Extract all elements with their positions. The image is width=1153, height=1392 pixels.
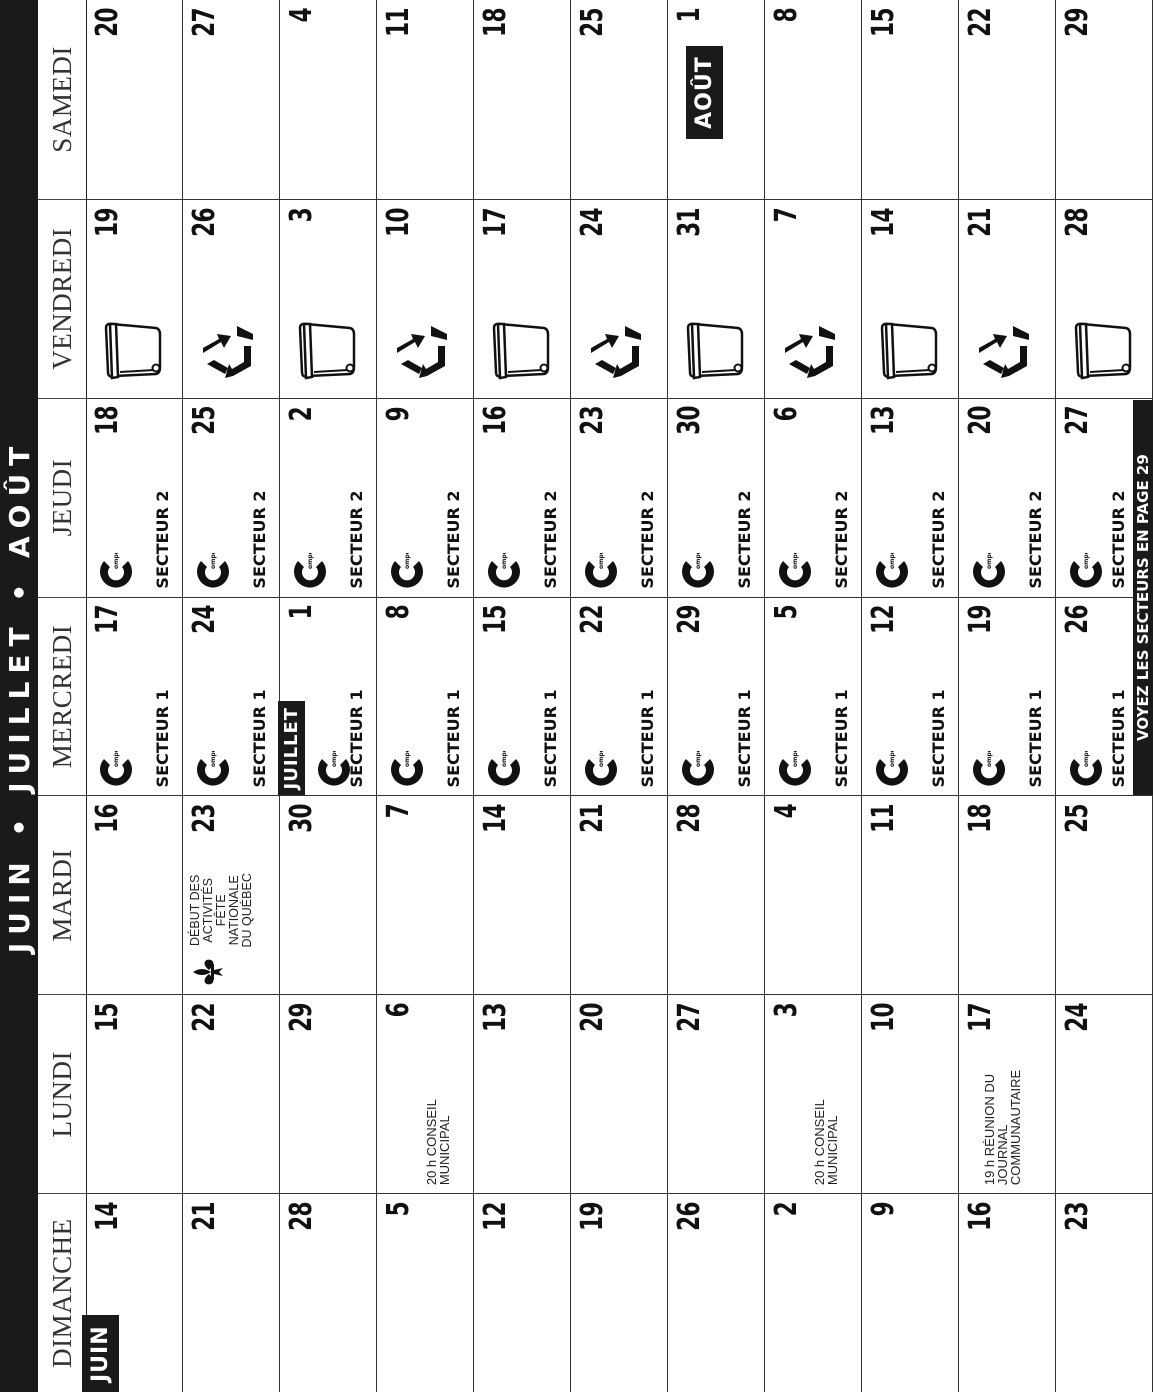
weekday-saturday: SAMEDI: [46, 46, 77, 153]
compost-logo-icon: [872, 751, 912, 787]
day-cell: [280, 994, 377, 1193]
day-number: 28: [284, 1202, 319, 1231]
compost-logo-icon: [96, 751, 136, 787]
day-number: 5: [769, 605, 804, 620]
sector-1-label: SECTEUR 1: [444, 689, 463, 788]
day-number: 19: [90, 207, 125, 237]
day-number: 22: [575, 605, 610, 635]
day-number: 30: [672, 406, 707, 436]
day-number: 19: [575, 1202, 610, 1231]
day-number: 29: [284, 1003, 319, 1032]
day-number: 4: [769, 804, 804, 819]
svg-text:ompost: ompost: [501, 751, 508, 768]
day-number: 3: [284, 207, 319, 223]
day-cell: [959, 398, 1056, 597]
day-cell: [765, 597, 862, 796]
trash-bin-icon: [100, 316, 166, 386]
day-cell: [474, 0, 571, 199]
day-number: 21: [187, 1202, 222, 1231]
day-cell: [280, 0, 377, 199]
day-cell: [86, 398, 183, 597]
recycle-icon: [779, 316, 845, 386]
svg-text:ompost: ompost: [986, 552, 993, 569]
day-cell: [862, 795, 959, 994]
day-number: 24: [187, 605, 222, 635]
compost-logo-icon: [484, 751, 524, 787]
sector-2-label: SECTEUR 2: [347, 490, 366, 589]
day-number: 25: [187, 406, 222, 436]
trash-bin-icon: [682, 316, 748, 386]
day-number: 23: [1060, 1202, 1095, 1231]
day-number: 26: [187, 207, 222, 237]
day-cell: [280, 795, 377, 994]
svg-text:ompost: ompost: [889, 552, 896, 569]
day-cell: [862, 597, 959, 796]
compost-logo-icon: [96, 553, 136, 589]
day-cell: [571, 994, 668, 1193]
day-cell: [280, 398, 377, 597]
day-number: 29: [1060, 8, 1095, 37]
calendar-title: JUIN • JUILLET • AOÛT: [0, 0, 38, 1392]
day-number: 7: [381, 804, 416, 819]
weekday-monday: LUNDI: [38, 994, 86, 1193]
day-number: 3: [769, 1003, 804, 1018]
day-number: 25: [575, 8, 610, 37]
weekday-tuesday: MARDI: [38, 795, 86, 994]
day-cell: [862, 0, 959, 199]
compost-logo-icon: [775, 751, 815, 787]
day-number: 24: [575, 207, 610, 237]
day-number: 10: [381, 207, 416, 237]
day-number: 26: [1060, 605, 1095, 635]
event-note-journal: 19 h RÉUNION DU JOURNAL COMMUNAUTAIRE: [982, 1069, 1023, 1186]
day-cell: [1056, 994, 1153, 1193]
day-cell: [862, 398, 959, 597]
sector-2-label: SECTEUR 2: [250, 490, 269, 589]
compost-logo-icon: [484, 553, 524, 589]
day-cell: [280, 1193, 377, 1392]
day-cell: [668, 1193, 765, 1392]
compost-logo-icon: [1066, 553, 1106, 589]
day-number: 21: [575, 804, 610, 834]
compost-logo-icon: [581, 553, 621, 589]
compost-logo-icon: [969, 553, 1009, 589]
sector-2-label: SECTEUR 2: [444, 490, 463, 589]
day-cell: [765, 199, 862, 398]
day-cell: [862, 994, 959, 1193]
day-number: 16: [963, 1202, 998, 1231]
recycle-icon: [585, 316, 651, 386]
day-cell: [280, 597, 377, 796]
sector-2-label: SECTEUR 2: [638, 490, 657, 589]
day-cell: [668, 398, 765, 597]
svg-text:ompost: ompost: [307, 552, 314, 569]
day-cell: [668, 597, 765, 796]
day-cell: [377, 1193, 474, 1392]
day-number: 28: [672, 804, 707, 834]
day-number: 6: [769, 406, 804, 422]
recycle-icon: [973, 316, 1039, 386]
day-number: 23: [187, 804, 222, 834]
day-cell: [959, 1193, 1056, 1392]
month-tab-aout: AOÛT: [686, 46, 723, 139]
day-cell: [183, 597, 280, 796]
day-cell: [86, 199, 183, 398]
day-cell: [183, 199, 280, 398]
day-cell: [1056, 199, 1153, 398]
day-number: 13: [866, 406, 901, 436]
day-number: 29: [672, 605, 707, 635]
trash-bin-icon: [488, 316, 554, 386]
day-cell: [377, 795, 474, 994]
compost-logo-icon: [1066, 751, 1106, 787]
day-number: 30: [284, 804, 319, 834]
day-number: 9: [381, 406, 416, 422]
day-cell: [474, 199, 571, 398]
month-tab-juillet: JUILLET: [278, 701, 305, 796]
day-cell: [765, 1193, 862, 1392]
day-number: 2: [769, 1202, 804, 1217]
day-number: 18: [90, 406, 125, 436]
sector-2-label: SECTEUR 2: [929, 490, 948, 589]
svg-text:ompost: ompost: [695, 751, 702, 768]
day-cell: [571, 1193, 668, 1392]
compost-logo-icon: [872, 553, 912, 589]
compost-logo-icon: [678, 553, 718, 589]
day-cell: [668, 0, 765, 199]
day-cell: [668, 795, 765, 994]
svg-text:ompost: ompost: [1083, 552, 1090, 569]
day-cell: [377, 398, 474, 597]
svg-text:ompost: ompost: [598, 552, 605, 569]
day-cell: [474, 597, 571, 796]
day-cell: [959, 0, 1056, 199]
day-cell: [474, 795, 571, 994]
weekday-friday: VENDREDI: [38, 199, 86, 398]
day-number: 16: [478, 406, 513, 436]
day-cell: [86, 795, 183, 994]
day-number: 22: [187, 1003, 222, 1032]
event-note-fete: DÉBUT DES ACTIVITÉS FÊTE NATIONALE DU QUÉBEC: [188, 873, 254, 948]
day-cell: [571, 795, 668, 994]
day-number: 8: [381, 605, 416, 620]
day-number: 10: [866, 1003, 901, 1032]
day-cell: [474, 398, 571, 597]
day-cell: [571, 0, 668, 199]
weekday-wednesday: MERCREDI: [38, 597, 86, 796]
day-number: 7: [769, 207, 804, 223]
svg-text:ompost: ompost: [113, 751, 120, 768]
day-cell: [1056, 795, 1153, 994]
day-number: 27: [1060, 406, 1095, 436]
event-note-conseil: 20 h CONSEIL MUNICIPAL: [812, 1099, 840, 1186]
sector-1-label: SECTEUR 1: [541, 689, 560, 788]
day-cell: [1056, 0, 1153, 199]
compost-logo-icon: [193, 553, 233, 589]
day-number: 21: [963, 207, 998, 237]
day-cell: [377, 994, 474, 1193]
day-cell: [280, 199, 377, 398]
day-number: 22: [963, 8, 998, 37]
weekday-header: [38, 0, 87, 1392]
day-cell: [183, 1193, 280, 1392]
day-cell: [862, 199, 959, 398]
day-cell: [571, 597, 668, 796]
day-number: 14: [478, 804, 513, 834]
day-number: 20: [963, 406, 998, 436]
trash-bin-icon: [294, 316, 360, 386]
svg-text:ompost: ompost: [889, 751, 896, 768]
svg-text:ompost: ompost: [1083, 751, 1090, 768]
sector-2-label: SECTEUR 2: [153, 490, 172, 589]
recycle-icon: [197, 316, 263, 386]
sector-1-label: SECTEUR 1: [735, 689, 754, 788]
day-number: 16: [90, 804, 125, 834]
day-number: 27: [187, 8, 222, 37]
sector-1-label: SECTEUR 1: [1109, 689, 1128, 788]
day-number: 18: [963, 804, 998, 834]
svg-text:ompost: ompost: [695, 552, 702, 569]
svg-text:ompost: ompost: [210, 552, 217, 569]
sector-1-label: SECTEUR 1: [250, 689, 269, 788]
day-number: 23: [575, 406, 610, 436]
svg-text:ompost: ompost: [598, 751, 605, 768]
day-number: 4: [284, 8, 319, 23]
day-number: 17: [478, 207, 513, 237]
day-number: 26: [672, 1202, 707, 1231]
day-number: 12: [866, 605, 901, 635]
day-cell: [668, 994, 765, 1193]
day-cell: [765, 795, 862, 994]
svg-text:ompost: ompost: [113, 552, 120, 569]
day-cell: [765, 398, 862, 597]
sector-2-label: SECTEUR 2: [1109, 490, 1128, 589]
trash-bin-icon: [876, 316, 942, 386]
day-cell: [377, 199, 474, 398]
day-number: 11: [381, 8, 416, 37]
day-cell: [86, 597, 183, 796]
sector-2-label: SECTEUR 2: [541, 490, 560, 589]
day-cell: [86, 1193, 183, 1392]
day-number: 5: [381, 1202, 416, 1217]
compost-logo-icon: [775, 553, 815, 589]
compost-logo-icon: [290, 553, 330, 589]
compost-logo-icon: [387, 751, 427, 787]
sector-2-label: SECTEUR 2: [1026, 490, 1045, 589]
day-number: 18: [478, 8, 513, 37]
day-cell: [765, 0, 862, 199]
compost-logo-icon: [193, 751, 233, 787]
svg-text:ompost: ompost: [792, 751, 799, 768]
day-number: 17: [90, 605, 125, 635]
sector-2-label: SECTEUR 2: [735, 490, 754, 589]
day-number: 27: [672, 1003, 707, 1032]
sector-1-label: SECTEUR 1: [929, 689, 948, 788]
day-cell: [765, 994, 862, 1193]
day-cell: [959, 199, 1056, 398]
day-number: 8: [769, 8, 804, 23]
weekday-thursday: JEUDI: [38, 398, 86, 597]
sector-1-label: SECTEUR 1: [1026, 689, 1045, 788]
day-number: 15: [90, 1003, 125, 1032]
calendar-grid: [86, 0, 1153, 1392]
compost-logo-icon: [678, 751, 718, 787]
day-number: 14: [90, 1202, 125, 1231]
day-number: 1: [672, 8, 707, 23]
day-number: 11: [866, 804, 901, 834]
day-number: 12: [478, 1202, 513, 1231]
day-cell: [86, 994, 183, 1193]
day-cell: [571, 398, 668, 597]
day-cell: [377, 0, 474, 199]
day-number: 20: [90, 8, 125, 37]
day-cell: [571, 199, 668, 398]
svg-text:ompost: ompost: [404, 552, 411, 569]
day-number: 17: [963, 1003, 998, 1032]
svg-text:ompost: ompost: [331, 751, 338, 768]
trash-bin-icon: [1070, 316, 1136, 386]
svg-text:ompost: ompost: [986, 751, 993, 768]
sector-1-label: SECTEUR 1: [347, 689, 366, 788]
sector-2-label: SECTEUR 2: [832, 490, 851, 589]
day-cell: [862, 1193, 959, 1392]
svg-text:ompost: ompost: [501, 552, 508, 569]
sectors-banner: VOYEZ LES SECTEURS EN PAGE 29: [1133, 400, 1153, 796]
day-number: 15: [478, 605, 513, 635]
svg-text:ompost: ompost: [404, 751, 411, 768]
weekday-sunday: DIMANCHE: [38, 1193, 86, 1392]
compost-logo-icon: [969, 751, 1009, 787]
recycle-icon: [391, 316, 457, 386]
day-cell: [474, 994, 571, 1193]
compost-logo-icon: [581, 751, 621, 787]
day-number: 20: [575, 1003, 610, 1032]
day-number: 25: [1060, 804, 1095, 834]
month-tab-juin: JUIN: [82, 1315, 119, 1392]
day-cell: [1056, 1193, 1153, 1392]
day-cell: [183, 795, 280, 994]
day-number: 24: [1060, 1003, 1095, 1032]
svg-text:ompost: ompost: [210, 751, 217, 768]
day-cell: [377, 597, 474, 796]
day-cell: [183, 0, 280, 199]
event-note-conseil: 20 h CONSEIL MUNICIPAL: [424, 1099, 452, 1186]
day-number: 2: [284, 406, 319, 422]
day-cell: [959, 994, 1056, 1193]
sector-1-label: SECTEUR 1: [153, 689, 172, 788]
day-number: 1: [284, 605, 319, 620]
day-cell: [183, 994, 280, 1193]
day-cell: [86, 0, 183, 199]
day-number: 6: [381, 1003, 416, 1018]
compost-logo-icon: [387, 553, 427, 589]
day-cell: [959, 795, 1056, 994]
day-cell: [183, 398, 280, 597]
fleur-de-lis-icon: [191, 956, 225, 988]
day-cell: [668, 199, 765, 398]
sector-1-label: SECTEUR 1: [638, 689, 657, 788]
day-number: 9: [866, 1202, 901, 1217]
day-number: 13: [478, 1003, 513, 1032]
day-cell: [474, 1193, 571, 1392]
day-cell: [959, 597, 1056, 796]
day-number: 14: [866, 207, 901, 237]
svg-text:ompost: ompost: [792, 552, 799, 569]
day-number: 28: [1060, 207, 1095, 237]
sector-1-label: SECTEUR 1: [832, 689, 851, 788]
day-number: 15: [866, 8, 901, 37]
day-number: 19: [963, 605, 998, 635]
day-number: 31: [672, 207, 707, 237]
